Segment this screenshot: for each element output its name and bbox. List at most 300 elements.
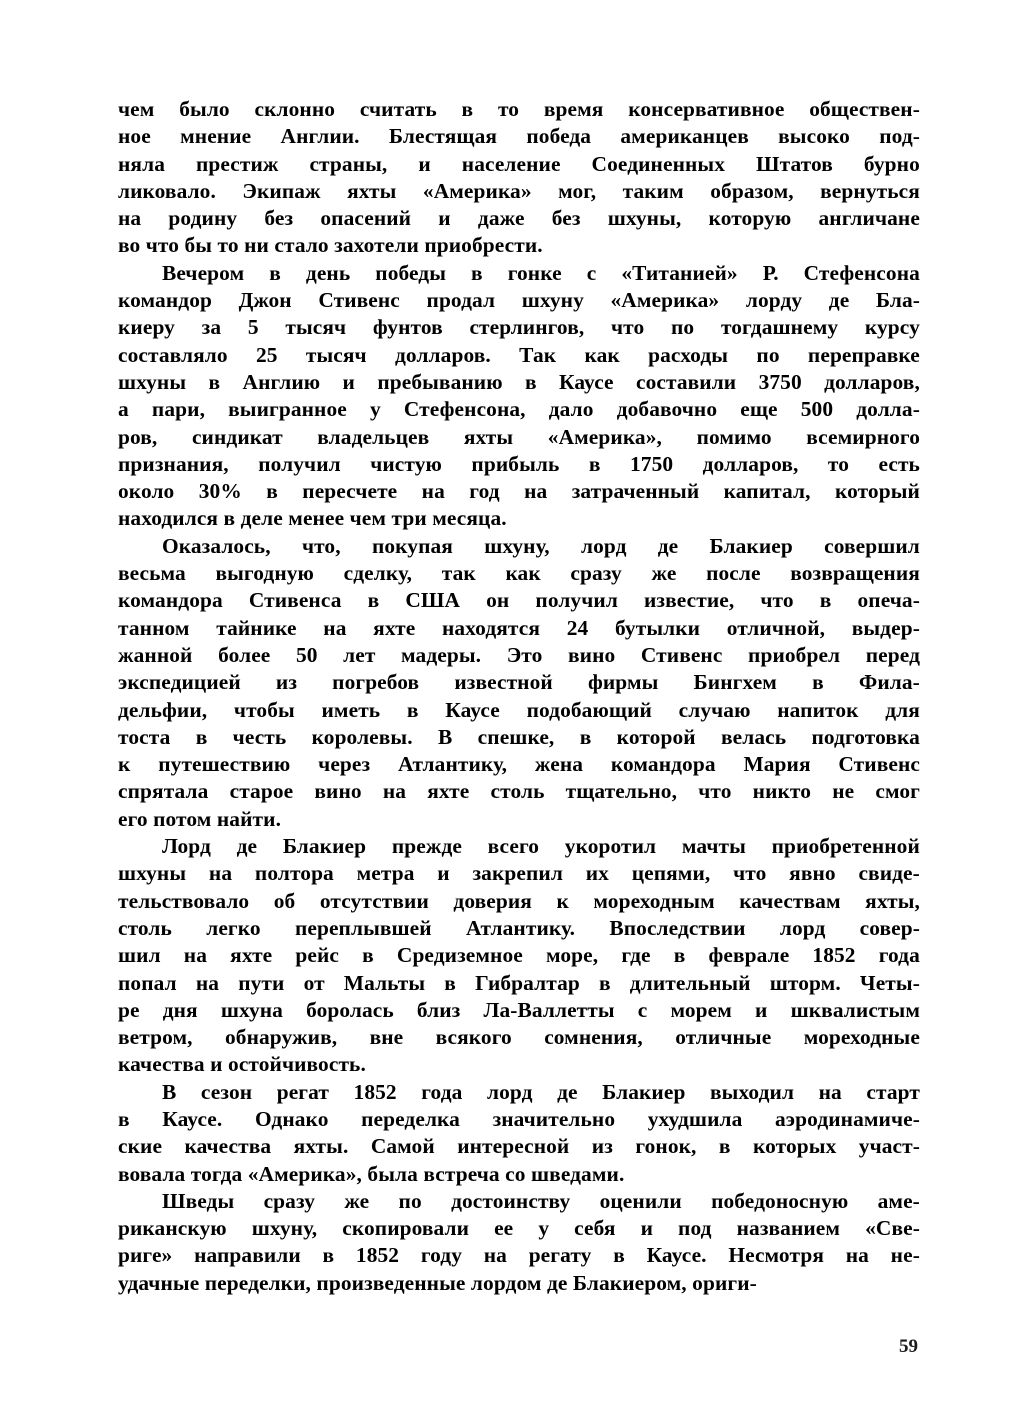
word: победоносную xyxy=(711,1188,849,1213)
word: которую xyxy=(708,206,792,231)
word: сомнения, xyxy=(544,1025,643,1050)
word: пари, xyxy=(151,397,206,422)
text-line xyxy=(118,396,920,423)
word: по xyxy=(671,315,695,340)
word: считать xyxy=(359,97,437,121)
word: 1852 xyxy=(355,1243,400,1268)
word: долларов. xyxy=(395,342,491,367)
word: шхуна xyxy=(220,997,283,1022)
word: лорд xyxy=(779,915,826,940)
word: от xyxy=(303,970,325,995)
word: приобретенной xyxy=(771,834,920,859)
word: фунтов xyxy=(372,315,443,340)
word: у xyxy=(538,1216,550,1241)
word: пребыванию xyxy=(377,369,503,394)
word: в xyxy=(525,369,537,394)
word: В xyxy=(162,1079,177,1104)
word: опасений xyxy=(320,206,412,231)
word: достоинству xyxy=(451,1188,571,1213)
text-line xyxy=(118,178,920,205)
text-line xyxy=(118,751,920,778)
word: покупая xyxy=(371,533,453,558)
word: на xyxy=(483,1243,507,1268)
word: Стивенс xyxy=(838,752,920,777)
word: Англию xyxy=(242,369,321,394)
word: из xyxy=(275,670,298,695)
text-line xyxy=(118,314,920,341)
word: на xyxy=(208,861,233,886)
word: сразу xyxy=(570,561,622,586)
word: в xyxy=(599,970,611,995)
word: склонно xyxy=(254,97,336,121)
word: командора xyxy=(610,752,716,777)
word: Так xyxy=(519,342,557,367)
word: интересной xyxy=(457,1134,570,1159)
word: в xyxy=(118,1106,130,1131)
word: Атлантику, xyxy=(398,752,508,777)
word: старт xyxy=(866,1079,920,1104)
word: году xyxy=(420,1243,463,1268)
word: через xyxy=(318,752,371,777)
word: близ xyxy=(416,997,461,1022)
word: ликовало. xyxy=(118,178,216,203)
word: курсу xyxy=(864,315,920,340)
word: с xyxy=(586,260,597,285)
word: погребов xyxy=(332,670,420,695)
word: мадеры. xyxy=(401,642,482,667)
word: и xyxy=(437,861,450,886)
word: отличной, xyxy=(726,615,826,640)
text-line xyxy=(118,478,920,505)
word: Каусе xyxy=(559,369,614,394)
word: Четы- xyxy=(859,970,920,995)
word: гонке xyxy=(507,260,562,285)
word: известной xyxy=(454,670,553,695)
text-line xyxy=(118,287,920,314)
word: из xyxy=(591,1134,613,1159)
word: опеча- xyxy=(857,588,920,613)
word: владельцев xyxy=(317,424,430,449)
text-line xyxy=(118,860,920,887)
word: добавочно xyxy=(616,397,718,422)
word: помимо xyxy=(696,424,772,449)
word: было xyxy=(179,97,230,121)
page-number: 59 xyxy=(899,1336,918,1357)
word: на xyxy=(382,779,407,804)
word: 500 xyxy=(800,397,834,422)
word: которой xyxy=(616,724,696,749)
word: и xyxy=(342,369,355,394)
word: без xyxy=(264,206,294,231)
word: яхте xyxy=(373,615,416,640)
word: яхте xyxy=(230,943,273,968)
word: день xyxy=(305,260,351,285)
word: их xyxy=(585,861,609,886)
word: ное xyxy=(118,124,151,149)
word: Штатов xyxy=(755,151,833,176)
word: синдикат xyxy=(191,424,283,449)
word: жена xyxy=(534,752,584,777)
word: в xyxy=(588,451,601,476)
word: аме- xyxy=(877,1188,920,1213)
word: страны, xyxy=(309,151,388,176)
word: в xyxy=(819,588,832,613)
word: дало xyxy=(548,397,594,422)
word: вино xyxy=(568,642,616,667)
word: киеру xyxy=(118,315,175,340)
word: есть xyxy=(878,451,920,476)
word: Соединенных xyxy=(591,151,726,176)
word: даже xyxy=(477,206,525,231)
text-line xyxy=(118,669,920,696)
text-line xyxy=(118,833,920,860)
word: в xyxy=(613,1243,625,1268)
word: себя xyxy=(574,1216,616,1241)
text-line xyxy=(118,96,920,123)
word: престиж xyxy=(195,151,279,176)
word: известие, xyxy=(644,588,735,613)
word: бутылки xyxy=(614,615,701,640)
word: а xyxy=(118,397,129,422)
word: победа xyxy=(526,124,592,149)
word: «Све- xyxy=(865,1216,920,1241)
text-line xyxy=(118,342,920,369)
text-line xyxy=(118,533,920,560)
word: морем xyxy=(670,997,732,1022)
word: командора xyxy=(118,588,223,613)
word: аэродинамиче- xyxy=(775,1106,920,1131)
word: ре xyxy=(118,997,140,1022)
word: Стефенсона xyxy=(803,260,920,285)
text-line xyxy=(118,1215,920,1242)
word: выгодную xyxy=(215,561,314,586)
word: дельфии, xyxy=(118,697,208,722)
word: Стивенс xyxy=(640,642,723,667)
word: экспедицией xyxy=(118,670,241,695)
word: получил xyxy=(535,588,618,613)
text-line xyxy=(118,778,920,805)
word: яхты. xyxy=(293,1134,349,1159)
word: переделка xyxy=(361,1106,460,1131)
word: мог, xyxy=(558,178,597,203)
word: высоко xyxy=(778,124,850,149)
word: Стефенсона, xyxy=(403,397,526,422)
paragraph xyxy=(118,1188,920,1297)
word: Самой xyxy=(370,1134,435,1159)
word: шхуны xyxy=(118,861,187,886)
paragraph xyxy=(118,833,920,1079)
word: никто xyxy=(752,779,812,804)
word: он xyxy=(486,588,510,613)
word: в xyxy=(579,724,592,749)
word: Шведы xyxy=(162,1188,235,1213)
word: де xyxy=(828,288,850,313)
word: дня xyxy=(162,997,198,1022)
text-line xyxy=(118,123,920,150)
word: получил xyxy=(258,451,341,476)
word: что xyxy=(733,861,767,886)
text-line xyxy=(118,697,920,724)
word: же xyxy=(344,1188,370,1213)
word: старое xyxy=(229,779,294,804)
page-text-block xyxy=(118,96,920,1297)
word: весьма xyxy=(118,561,186,586)
word: Каусе. xyxy=(162,1106,223,1131)
word: Бла- xyxy=(875,288,920,313)
word: «Америка», xyxy=(547,424,662,449)
word: де xyxy=(236,834,258,859)
word: де xyxy=(657,533,679,558)
word: долларов, xyxy=(702,451,799,476)
word: выигранное xyxy=(228,397,347,422)
word: полтора xyxy=(254,861,334,886)
word: вино xyxy=(314,779,362,804)
word: Экипаж xyxy=(242,178,321,203)
word: стерлингов, xyxy=(469,315,585,340)
word: цепями, xyxy=(631,861,711,886)
word: Оказалось, xyxy=(162,533,271,558)
word: обществен- xyxy=(809,97,920,121)
text-line xyxy=(118,1024,920,1051)
word: значительно xyxy=(492,1106,616,1131)
word: население xyxy=(461,151,561,176)
word: 50 xyxy=(295,642,318,667)
word: в xyxy=(367,588,380,613)
word: к xyxy=(556,888,569,913)
word: Блакиер xyxy=(282,834,367,859)
word: консервативное xyxy=(628,97,785,121)
word: выходил xyxy=(709,1079,795,1104)
word: «Титанией» xyxy=(621,260,738,285)
word: 1750 xyxy=(629,451,674,476)
word: мнение xyxy=(180,124,252,149)
text-line xyxy=(118,1079,920,1106)
word: ее xyxy=(494,1216,514,1241)
word: мачты xyxy=(681,834,746,859)
word: долла- xyxy=(856,397,920,422)
word: Атлантику. xyxy=(465,915,576,940)
word: в xyxy=(269,260,281,285)
word: закрепил xyxy=(472,861,563,886)
word: Блестящая xyxy=(388,124,498,149)
word: и xyxy=(755,997,768,1022)
word: в xyxy=(673,943,686,968)
word: жанной xyxy=(118,642,193,667)
word: Джон xyxy=(238,288,292,313)
word: направили xyxy=(194,1243,301,1268)
word: велась xyxy=(720,724,787,749)
word: перед xyxy=(865,642,920,667)
word: длительный xyxy=(629,970,751,995)
word: свиде- xyxy=(858,861,920,886)
word: где xyxy=(621,943,651,968)
word: Блакиер xyxy=(709,533,793,558)
word: яхте xyxy=(427,779,470,804)
word: качествам xyxy=(739,888,841,913)
word: лет xyxy=(343,642,376,667)
word: «Америка» xyxy=(422,178,532,203)
word: Мальты xyxy=(343,970,426,995)
word: под- xyxy=(879,124,920,149)
word: шхуны xyxy=(118,369,187,394)
word: который xyxy=(834,479,920,504)
text-line: качества и остойчивость. xyxy=(118,1052,366,1077)
word: что xyxy=(698,779,732,804)
word: честь xyxy=(232,724,287,749)
word: напиток xyxy=(777,697,859,722)
word: мореходные xyxy=(803,1025,920,1050)
word: в xyxy=(322,1243,335,1268)
word: 1852 xyxy=(353,1079,397,1104)
word: затраченный xyxy=(571,479,700,504)
word: совершил xyxy=(824,533,920,558)
word: случаю xyxy=(678,697,751,722)
word: около xyxy=(118,479,175,504)
word: 30% xyxy=(198,479,242,504)
word: доверия xyxy=(453,888,532,913)
word: легко xyxy=(206,915,261,940)
word: Несмотря xyxy=(728,1243,824,1268)
word: гонок, xyxy=(635,1134,697,1159)
word: которых xyxy=(753,1134,837,1159)
word: еще xyxy=(740,397,778,422)
paragraph xyxy=(118,533,920,833)
word: Каусе. xyxy=(646,1243,707,1268)
word: Вечером xyxy=(162,260,245,285)
word: «Америка» xyxy=(610,288,720,313)
word: явно xyxy=(789,861,836,886)
word: всего xyxy=(487,834,540,859)
text-line xyxy=(118,151,920,178)
word: по xyxy=(756,342,780,367)
word: Стивенса xyxy=(248,588,342,613)
word: находятся xyxy=(441,615,541,640)
word: родину xyxy=(168,206,238,231)
word: составляло xyxy=(118,342,228,367)
word: командор xyxy=(118,288,212,313)
word: шхуну xyxy=(521,288,584,313)
word: в xyxy=(718,1134,731,1159)
word: пути xyxy=(238,970,285,995)
word: на xyxy=(195,970,220,995)
word: оценили xyxy=(599,1188,682,1213)
word: года xyxy=(878,943,920,968)
word: риге» xyxy=(118,1243,173,1268)
word: подобающий xyxy=(526,697,652,722)
word: пересчете xyxy=(302,479,398,504)
text-line xyxy=(118,1133,920,1160)
paragraph xyxy=(118,260,920,533)
word: победы xyxy=(375,260,447,285)
word: в xyxy=(406,697,419,722)
word: шквалистым xyxy=(790,997,920,1022)
word: фирмы xyxy=(587,670,659,695)
word: прибыль xyxy=(471,451,560,476)
word: по xyxy=(398,1188,422,1213)
word: за xyxy=(201,315,222,340)
word: всякого xyxy=(435,1025,512,1050)
paragraph xyxy=(118,1079,920,1188)
text-line xyxy=(118,642,920,669)
word: отличные xyxy=(675,1025,772,1050)
word: так xyxy=(441,561,476,586)
word: Стивенс xyxy=(318,288,400,313)
word: обнаружив, xyxy=(225,1025,338,1050)
word: столь xyxy=(490,779,545,804)
word: составили xyxy=(635,369,737,394)
word: Средиземное xyxy=(396,943,523,968)
text-line xyxy=(118,560,920,587)
word: под xyxy=(678,1216,712,1241)
word: не- xyxy=(890,1243,920,1268)
word: тельствовало xyxy=(118,888,250,913)
text-line xyxy=(118,369,920,396)
word: чем xyxy=(118,97,155,121)
word: Однако xyxy=(254,1106,329,1131)
word: Фила- xyxy=(858,670,920,695)
word: мореходным xyxy=(593,888,715,913)
text-line xyxy=(118,1188,920,1215)
word: шторм. xyxy=(769,970,841,995)
word: к xyxy=(118,752,131,777)
word: тогдашнему xyxy=(720,315,839,340)
word: танном xyxy=(118,615,190,640)
word: Англии. xyxy=(280,124,360,149)
word: в xyxy=(195,724,208,749)
word: 3750 xyxy=(758,369,802,394)
word: чистую xyxy=(370,451,442,476)
text-line: его потом найти. xyxy=(118,806,282,831)
word: в xyxy=(812,670,824,695)
paragraph xyxy=(118,96,920,260)
word: лорд xyxy=(580,533,627,558)
word: признания, xyxy=(118,451,229,476)
word: переплывшей xyxy=(294,915,432,940)
word: боролась xyxy=(306,997,394,1022)
word: сразу xyxy=(263,1188,316,1213)
word: Мария xyxy=(743,752,811,777)
text-line xyxy=(118,970,920,997)
word: Блакиер xyxy=(602,1079,686,1104)
word: попал xyxy=(118,970,177,995)
word: время xyxy=(543,97,604,121)
word: то xyxy=(827,451,850,476)
word: шил xyxy=(118,943,161,968)
word: ветром, xyxy=(118,1025,193,1050)
word: сезон xyxy=(200,1079,253,1104)
word: ские xyxy=(118,1134,163,1159)
word: 5 xyxy=(247,315,259,340)
word: укоротил xyxy=(564,834,657,859)
word: об xyxy=(273,888,296,913)
word: всемирного xyxy=(806,424,920,449)
word: путешествию xyxy=(158,752,291,777)
word: шхуну, xyxy=(251,1216,318,1241)
word: де xyxy=(557,1079,578,1104)
word: что xyxy=(611,315,645,340)
text-line xyxy=(118,615,920,642)
word: Гибралтар xyxy=(475,970,580,995)
text-line xyxy=(118,451,920,478)
word: шхуны, xyxy=(607,206,682,231)
word: тщательно, xyxy=(565,779,678,804)
word: Бингхем xyxy=(693,670,777,695)
word: года xyxy=(421,1079,463,1104)
word: иметь xyxy=(321,697,381,722)
word: подготовка xyxy=(811,724,920,749)
text-line xyxy=(118,724,920,751)
word: приобрел xyxy=(748,642,841,667)
